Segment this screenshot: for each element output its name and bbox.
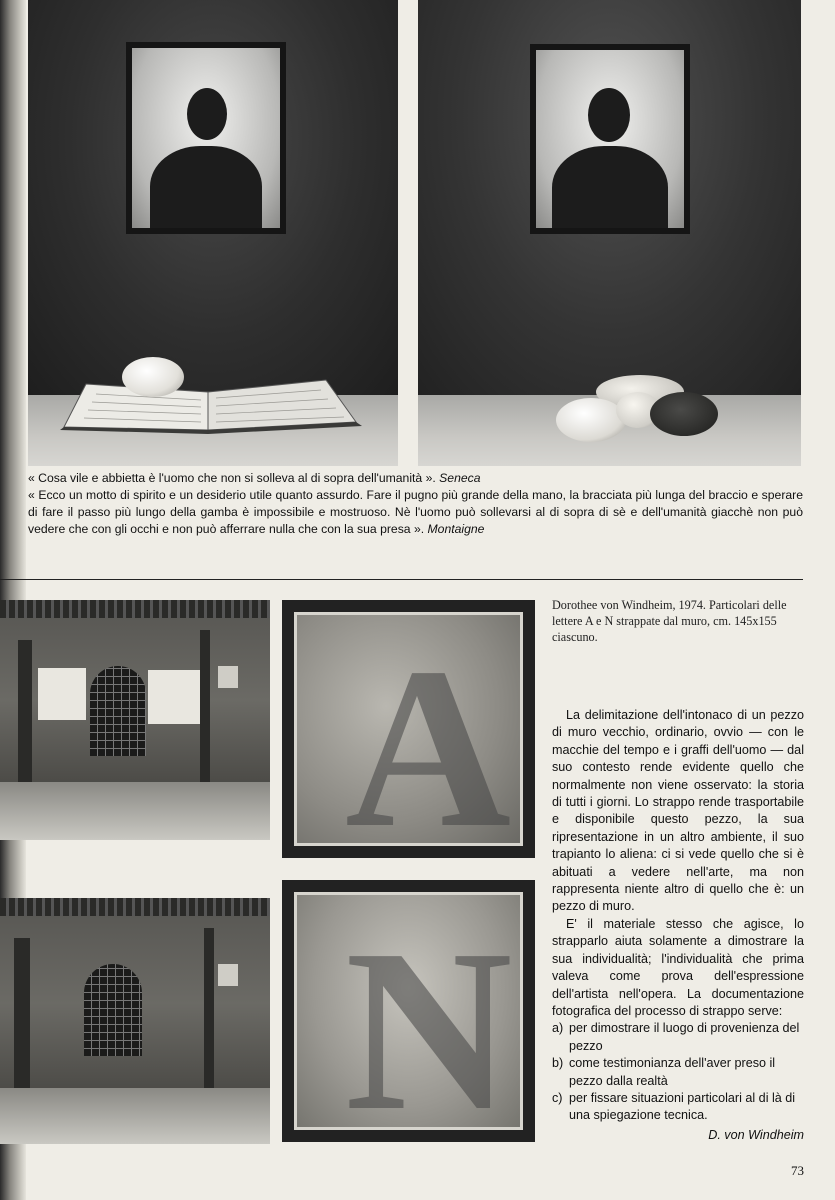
plaster-panel-letter-a bbox=[282, 600, 535, 858]
framed-silhouette-portrait bbox=[126, 42, 286, 234]
barred-window bbox=[90, 666, 146, 756]
page-number: 73 bbox=[791, 1163, 804, 1178]
list-item: a) per dimostrare il luogo di provenienza del pezzo bbox=[552, 1021, 800, 1053]
photo-wall-with-posters bbox=[0, 600, 270, 840]
photo-wall-after-removal bbox=[0, 898, 270, 1144]
quote-seneca: « Cosa vile e abbietta è l'uomo che non si solleva al di sopra dell'umanità ». Seneca bbox=[28, 471, 481, 485]
article-body bbox=[552, 707, 804, 1125]
framed-silhouette-portrait bbox=[530, 44, 690, 234]
barred-window bbox=[84, 964, 142, 1056]
quote-caption bbox=[28, 470, 803, 538]
photo-book-hamster bbox=[28, 0, 398, 466]
hamster-dark bbox=[650, 392, 718, 436]
list-item: b) come testimonianza dell'aver preso il pezzo dalla realtà bbox=[552, 1056, 776, 1088]
open-book bbox=[56, 372, 366, 434]
quote-montaigne: « Ecco un motto di spirito e un desiderio utile quanto assurdo. Fare il pugno più grande della mano, la bracciata più lunga del braccio e sperare di fare il passo più lungo della gamba è impossibile e mostruoso. Nè l'uomo può sollevarsi al di sopra di sè e dell'umanità giacchè non può vedere che con gli occhi e non può afferrare nulla che con la sua presa ». Montaigne bbox=[28, 488, 803, 536]
hamster bbox=[556, 398, 626, 442]
letter-a: A bbox=[345, 620, 512, 858]
list-item: c) per fissare situazioni particolari al di là di una spiegazione tecnica. bbox=[552, 1090, 796, 1123]
poster-sheet bbox=[148, 670, 200, 724]
photo-hamsters bbox=[418, 0, 801, 466]
paragraph: La delimitazione dell'intonaco di un pezzo di muro vecchio, ordinario, ovvio — con le macchie del tempo e i graffi dell'uomo — dal suo contesto rende evidente quello che normalmente non viene osservato: la storia di tutti i giorni. Lo strappo rende trasportabile e disponibile questo pezzo, la sua ripresentazione in un altro ambiente, il suo trapianto lo aliena: ci si vede quello che si è abituati a vedere nell'arte, ma non rappresenta niente altro di quello che è: un pezzo di muro. bbox=[552, 708, 804, 914]
hamster-on-book bbox=[122, 357, 184, 397]
purpose-list bbox=[552, 1020, 804, 1124]
paragraph: E' il materiale stesso che agisce, lo strapparlo aiuta solamente a dimostrare la sua individualità; l'individualità che prima valeva come prova dell'espressione dell'artista nell'opera. La documentazione fotografica del processo di strappo serve: bbox=[552, 916, 804, 1018]
letter-n: N bbox=[345, 902, 513, 1142]
section-divider bbox=[0, 579, 803, 580]
poster-sheet bbox=[38, 668, 86, 720]
plaster-panel-letter-n bbox=[282, 880, 535, 1142]
artwork-caption: Dorothee von Windheim, 1974. Particolari delle lettere A e N strappate dal muro, cm. 145x155 ciascuno. bbox=[552, 598, 787, 644]
author-signature: D. von Windheim bbox=[708, 1128, 804, 1142]
